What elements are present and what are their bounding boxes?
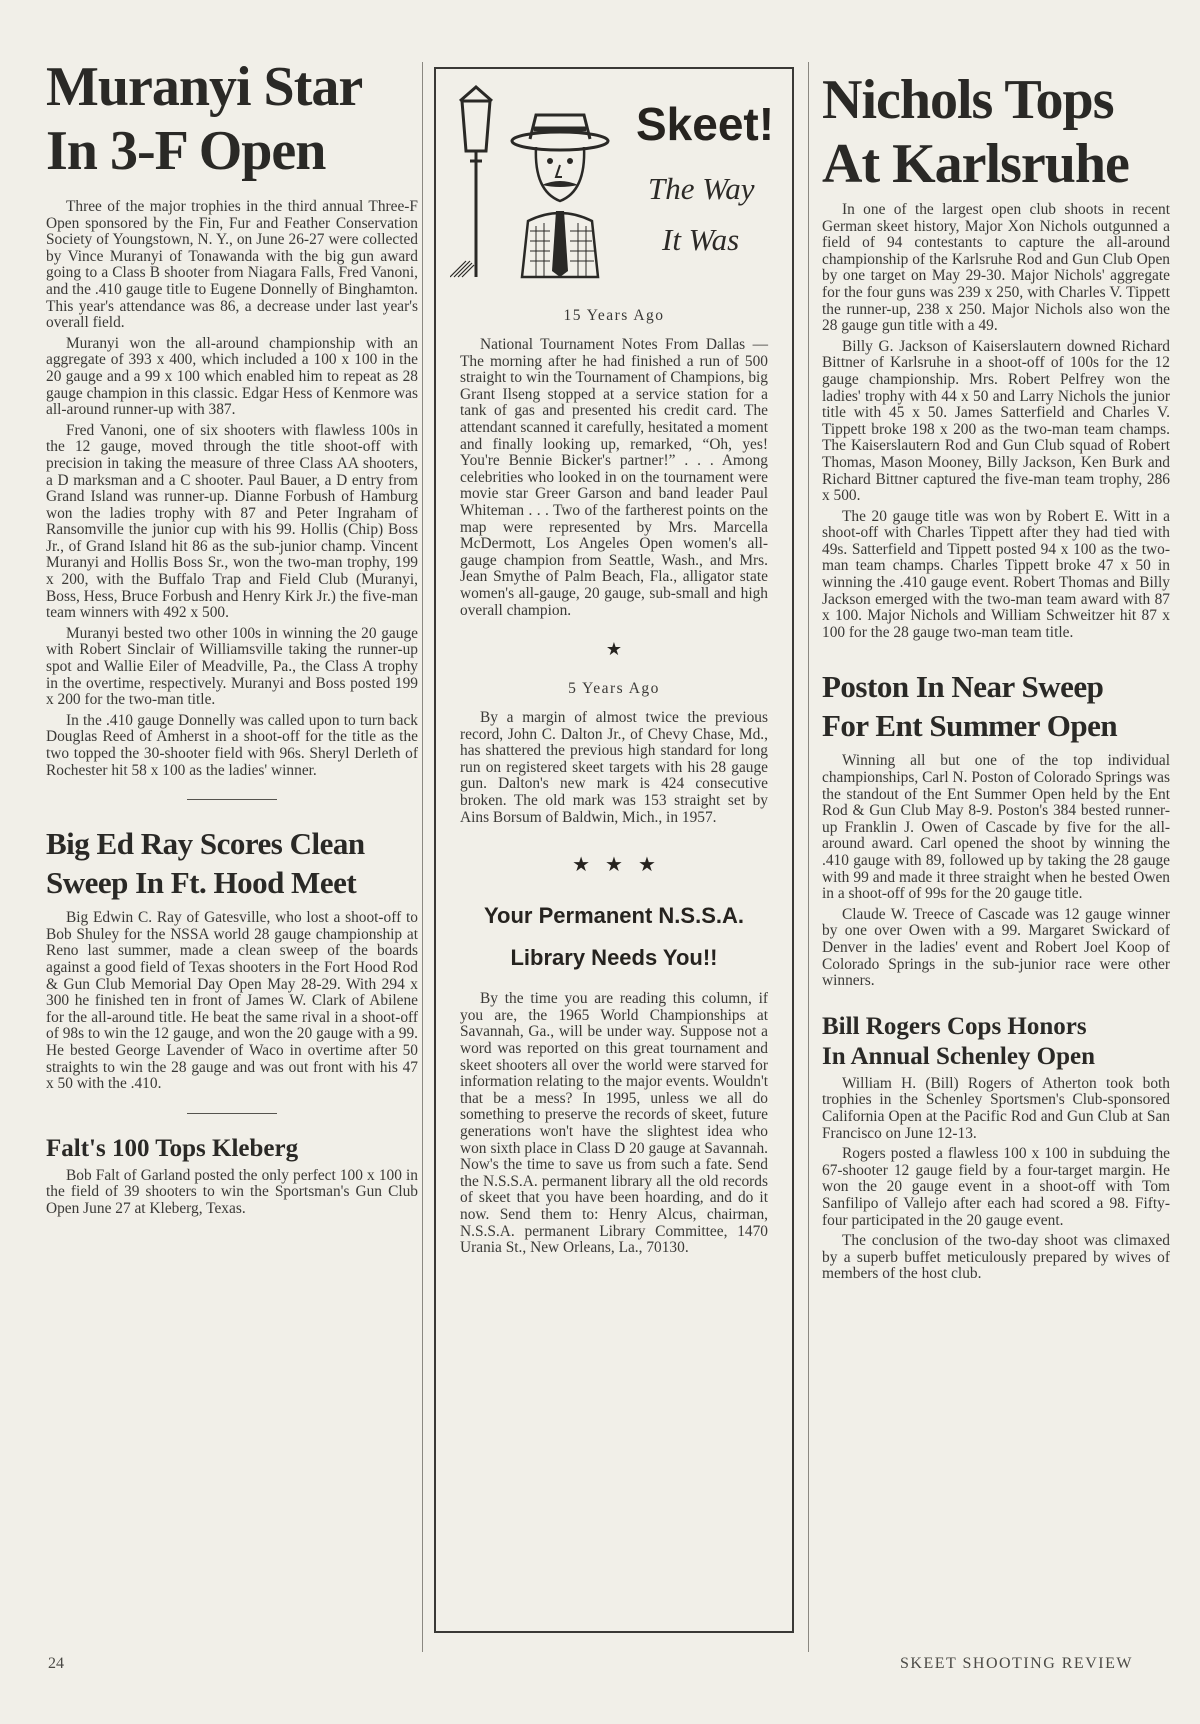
library-heading bbox=[460, 895, 768, 979]
paragraph: Muranyi bested two other 100s in winning the 20 gauge with Robert Sinclair of Williamsville taking the runner-up spot and Wallie Eiler of Meadville, Pa., the Class A trophy in the overtime, respectively. Muranyi and Boss posted 199 x 200 for the two-man title. bbox=[46, 624, 418, 709]
title-line: Big Ed Ray Scores Clean bbox=[46, 826, 365, 862]
column-rule bbox=[422, 62, 423, 1652]
paragraph: The 20 gauge title was won by Robert E. Witt in a shoot-off with Charles Tippett after they had tied with 49s. Satterfield and Tippett posted 94 x 100 as the two-man team champs. Charles Tippett broke 47 x 50 in winning the .410 gauge event. Robert Thomas and Billy Jackson emerged with the two-man team award with 87 x 100. Major Nichols and William Schweitzer hit 87 x 100 for the 28 gauge two-man team title. bbox=[822, 507, 1170, 641]
paragraph: In one of the largest open club shoots in recent German skeet history, Major Xon Nichols outgunned a field of 94 contestants to capture the all-around championship of the Karlsruhe Rod and Gun Club Open by one target on May 29-30. Major Nichols' aggregate for the four guns was 239 x 250, with Charles V. Tippett the runner-up, 238 x 250. Major Nichols also won the 28 gauge gun title with a 49. bbox=[822, 201, 1170, 335]
paragraph: By the time you are reading this column, if you are, the 1965 World Championships at Savannah, Ga., will be under way. Suppose not a word was reported on this great tournament and skeet shooters all over the world were starved for information relating to the major events. Wouldn't that be a mess? In 1995, unless we all do something to preserve the records of skeet, future generations won't have the slightest idea who won sixth place in Class D 20 gauge at Savannah. Now's the time to save us from such a fate. Send the N.S.S.A. permanent library all the old records of skeet that you have been hoarding, and do it now. Send them to: Henry Alcus, chairman, N.S.S.A. permanent Library Committee, 1470 Urania St., New Orleans, La., 70130. bbox=[460, 990, 768, 1257]
title-line: In Annual Schenley Open bbox=[822, 1042, 1096, 1070]
article-title-muranyi bbox=[46, 55, 418, 183]
skeet-heading: Skeet! bbox=[636, 98, 775, 150]
star-divider: ★ bbox=[605, 639, 623, 660]
title-line: Library Needs You!! bbox=[510, 945, 718, 971]
paragraph: Fred Vanoni, one of six shooters with flawless 100s in the 12 gauge, moved through the title shoot-off with precision in taking the measure of three Class AA shooters, a D marksman and a C shooter. Paul Bauer, a D entry from Grand Island was runner-up. Dianne Forbush of Hamburg won the ladies trophy with 87 and Peter Ingraham of Ransomville the junior cup with his 99. Hollis (Chip) Boss Jr., of Grand Island hit 86 as the sub-junior champ. Vincent Muranyi and Hollis Boss Sr., won the two-man trophy, 199 x 200, with the Buffalo Trap and Field Club (Muranyi, Boss, Hess, Bruce Forbush and Henry Kirk Jr.) the five-man team winners with 492 x 500. bbox=[46, 421, 418, 622]
paragraph: National Tournament Notes From Dallas — The morning after he had finished a run of 500 straight to win the Tournament of Champions, big Grant Ilseng stopped at a service station for a tank of gas and presented his credit card. The attendant scanned it carefully, hesitated a moment and finally looking up, remarked, “Oh, yes! You're Bennie Bicker's partner!” . . . Among celebrities who looked in on the tournament were movie star Greer Garson and band leader Paul Whiteman . . . Two of the fartherest points on the map were represented by Mrs. Marcella McDermott, Los Angeles Open women's all-gauge champion from Seattle, Wash., and Mrs. Jean Smythe of Palm Beach, Fla., alligator state women's all-gauge, 20 gauge, sub-small and high overall champion. bbox=[460, 336, 768, 619]
title-line: Nichols Tops bbox=[822, 69, 1114, 131]
paragraph: Three of the major trophies in the third annual Three-F Open sponsored by the Fin, Fur and Feather Conservation Society of Youngstown, N. Y., on June 26-27 were collected by Vince Muranyi of Tonawanda with the big gun award going to a Class B shooter from Niagara Falls, Fred Vanoni, and the .410 gauge title to Eugene Donnelly of Binghamton. This year's attendance was 86, a decrease under last year's overall field. bbox=[46, 198, 418, 332]
paragraph: Muranyi won the all-around championship with an aggregate of 393 x 400, which included a 100 x 100 in the 20 gauge and a 99 x 100 which enabled him to repeat as 28 gauge champion in this classic. Edgar Hess of Kenmore was all-around runner-up with 387. bbox=[46, 334, 418, 419]
page-number: 24 bbox=[48, 1655, 64, 1672]
title-line: At Karlsruhe bbox=[822, 133, 1129, 195]
section-label: 5 Years Ago bbox=[568, 680, 660, 698]
title-line: For Ent Summer Open bbox=[822, 708, 1118, 744]
skeet-way-it-was-box bbox=[434, 67, 794, 1633]
title-line: Bill Rogers Cops Honors bbox=[822, 1012, 1087, 1040]
title-line: Sweep In Ft. Hood Meet bbox=[46, 865, 357, 901]
skeet-subheading: It Was bbox=[662, 222, 740, 257]
paragraph: In the .410 gauge Donnelly was called upon to turn back Douglas Reed of Amherst in a shoot-off for the title as the two topped the 30-shooter field with 96s. Sheryl Derleth of Rochester hit 58 x 100 as the ladies' winner. bbox=[46, 711, 418, 779]
paragraph: By a margin of almost twice the previous record, John C. Dalton Jr., of Chevy Chase, Md., has shattered the previous high standard for long run on registered skeet targets with his 28 gauge gun. Dalton's new mark is 424 consecutive broken. The old mark was 153 straight set by Ains Borsum of Baldwin, Mich., in 1957. bbox=[460, 709, 768, 826]
title-line: In 3-F Open bbox=[46, 120, 326, 182]
publication-footer: SKEET SHOOTING REVIEW bbox=[900, 1655, 1133, 1672]
paragraph: Billy G. Jackson of Kaiserslautern downed Richard Bittner of Karlsruhe in a shoot-off of 100s for the 12 gauge championship. Mrs. Robert Pelfrey won the ladies' trophy with 44 x 50 and Larry Nichols the junior title with 45 x 50. James Satterfield and Charles V. Tippett broke 198 x 200 as the two-man team champs. The Kaiserslautern Rod and Gun Club squad of Robert Thomas, Mason Mooney, Billy Jackson, Ken Burk and Richard Bittner captured the five-man team trophy, 286 x 500. bbox=[822, 337, 1170, 505]
lamppost-man-illustration bbox=[450, 81, 626, 281]
article-title-poston bbox=[822, 667, 1170, 745]
article-title-rogers bbox=[822, 1012, 1170, 1072]
article-title-nichols bbox=[822, 68, 1170, 196]
title-line: Poston In Near Sweep bbox=[822, 669, 1104, 705]
title-line: Muranyi Star bbox=[46, 56, 363, 118]
skeet-subheading: The Way bbox=[648, 171, 755, 206]
article-title-big-ed-ray bbox=[46, 824, 418, 902]
paragraph: Rogers posted a flawless 100 x 100 in subduing the 67-shooter 12 gauge field by a four-target margin. He won the 20 gauge event in a shoot-off with Tom Sanfilipo of Vallejo after each had scored a 98. Fifty-four participated in the 20 gauge event. bbox=[822, 1145, 1170, 1229]
way-it-was-content bbox=[460, 307, 768, 1257]
article-title-falt: Falt's 100 Tops Kleberg bbox=[46, 1134, 299, 1162]
paragraph: The conclusion of the two-day shoot was climaxed by a superb buffet meticulously prepared by wives of members of the host club. bbox=[822, 1232, 1170, 1283]
paragraph: Bob Falt of Garland posted the only perfect 100 x 100 in the field of 39 shooters to win the Sportsman's Gun Club Open June 27 at Kleberg, Texas. bbox=[46, 1166, 418, 1217]
paragraph: Big Edwin C. Ray of Gatesville, who lost a shoot-off to Bob Shuley for the NSSA world 28 gauge championship at Reno last summer, made a clean sweep of the boards against a good field of Texas shooters in the Fort Hood Rod & Gun Club Memorial Day Open May 28-29. With 294 x 300 he finished ten in front of James W. Clark of Abilene for the all-around title. He beat the same rival in a shoot-off of 98s to win the 12 gauge, and won the 20 gauge with a 99. He bested George Lavender of Waco in overtime after 50 straights to win the 28 gauge and was out front with his 47 x 50 with the .410. bbox=[46, 909, 418, 1093]
column-rule bbox=[808, 62, 809, 1652]
title-line: Your Permanent N.S.S.A. bbox=[484, 903, 744, 929]
right-column bbox=[822, 68, 1170, 1283]
left-column bbox=[46, 55, 418, 1218]
section-label: 15 Years Ago bbox=[563, 307, 665, 324]
paragraph: Winning all but one of the top individual championships, Carl N. Poston of Colorado Springs was the standout of the Ent Summer Open held by the Ent Rod & Gun Club May 8-9. Poston's 384 bested runner-up Franklin J. Owen of Cascade by five for the all-around award. Carl opened the shoot by winning the .410 gauge with 89, followed up by taking the 28 gauge with 99 and made it three straight when he bested Owen in a shoot-off of 99s for the 20 gauge title. bbox=[822, 752, 1170, 903]
paragraph: William H. (Bill) Rogers of Atherton took both trophies in the Schenley Sportsmen's Club-sponsored California Open at the Pacific Rod and Gun Club at San Francisco on June 12-13. bbox=[822, 1074, 1170, 1142]
article-body-muranyi bbox=[46, 199, 418, 779]
paragraph: Claude W. Treece of Cascade was 12 gauge winner by one over Owen with a 99. Margaret Swickard of Denver in the ladies' event and Robert Joel Koop of Colorado Springs in the sub-junior race were other winners. bbox=[822, 905, 1170, 990]
star-divider: ★ ★ ★ bbox=[572, 854, 656, 877]
